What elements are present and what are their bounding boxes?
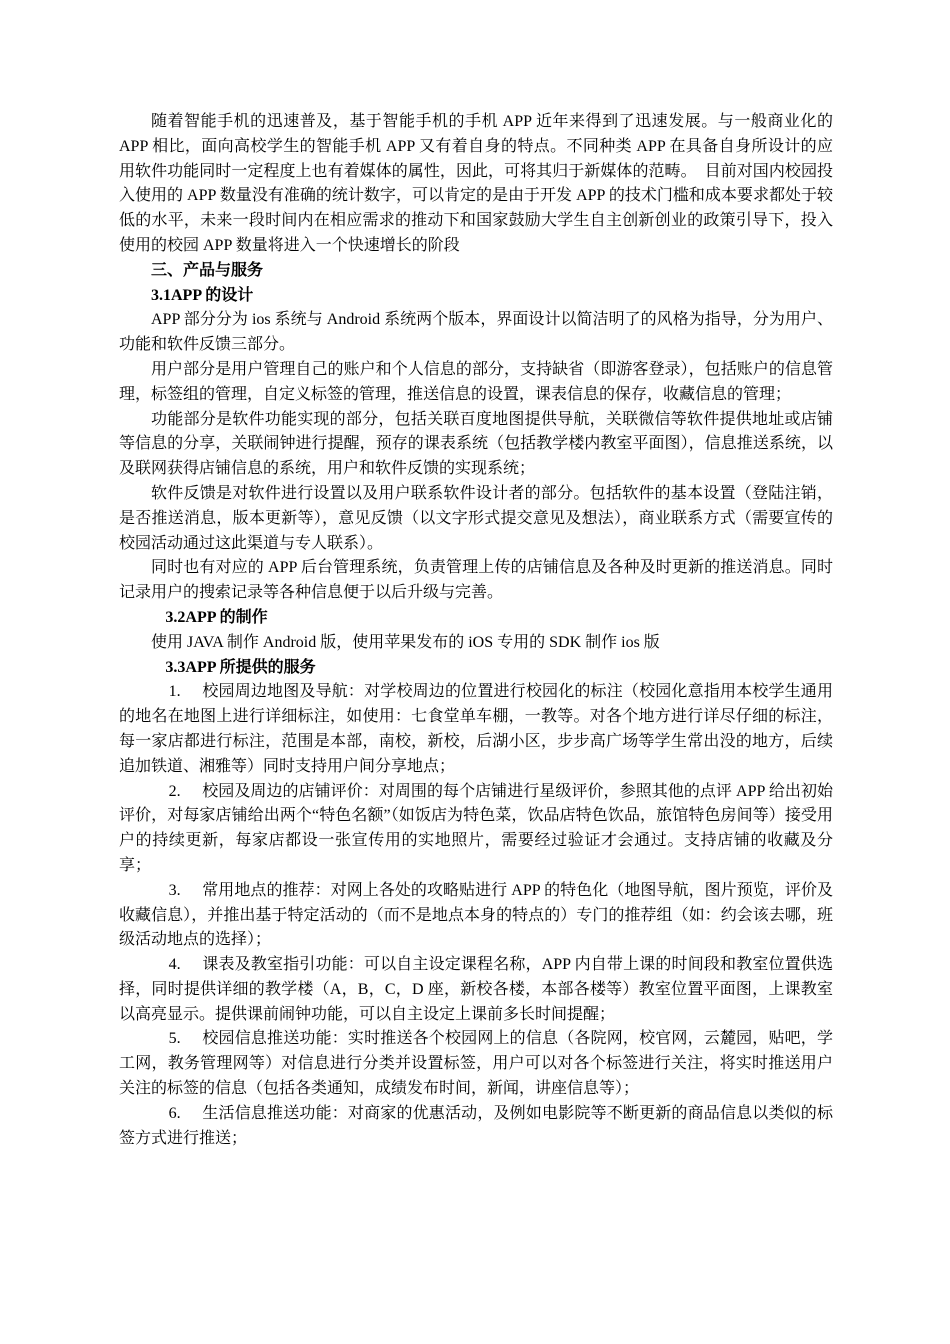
subsection-heading-app-services: 3.3APP 所提供的服务 <box>165 658 316 676</box>
service-list-item <box>119 680 833 779</box>
app-design-paragraph: 软件反馈是对软件进行设置以及用户联系软件设计者的部分。包括软件的基本设置（登陆注销，是否推送消息，版本更新等），意见反馈（以文字形式提交意见及想法），商业联系方式（需要宣传的校园活动通过这此渠道与专人联系）。 <box>119 484 833 552</box>
app-production-paragraph: 使用 JAVA 制作 Android 版，使用苹果发布的 iOS 专用的 SDK 制作 ios 版 <box>151 633 660 651</box>
service-item-text: 课表及教室指引功能：可以自主设定课程名称，APP 内自带上课的时间段和教室位置供选择，同时提供详细的教学楼（A，B，C，D 座，新校各楼，本部各楼等）教室位置平面图，上课教室以高亮显示。提供课前闹钟功能，可以自主设定上课前多长时间提醒； <box>119 956 833 1023</box>
service-item-text: 校园周边地图及导航：对学校周边的位置进行校园化的标注（校园化意指用本校学生通用的地名在地图上进行详细标注，如使用：七食堂单车棚，一教等。对各个地方进行详尽仔细的标注，每一家店都进行标注，范围是本部，南校，新校，后湖小区，步步高广场等学生常出没的地方，后续追加铁道、湘雅等）同时支持用户间分享地点； <box>119 683 833 775</box>
app-design-paragraph: 功能部分是软件功能实现的部分，包括关联百度地图提供导航，关联微信等软件提供地址或店铺等信息的分享，关联闹钟进行提醒，预存的课表系统（包括教学楼内教室平面图），信息推送系统，以及联网获得店铺信息的系统，用户和软件反馈的实现系统； <box>119 410 833 478</box>
service-item-number: 5. <box>168 1030 181 1048</box>
service-list-item <box>119 1102 833 1152</box>
service-item-number: 6. <box>168 1104 181 1122</box>
subsection-heading-app-production: 3.2APP 的制作 <box>165 608 268 626</box>
section-heading-products-services: 三、产品与服务 <box>151 261 264 279</box>
service-item-number: 3. <box>168 881 181 899</box>
app-design-paragraph: 用户部分是用户管理自己的账户和个人信息的部分，支持缺省（即游客登录），包括账户的信息管理，标签组的管理，自定义标签的管理，推送信息的设置，课表信息的保存，收藏信息的管理； <box>119 360 833 403</box>
service-item-text: 校园及周边的店铺评价：对周围的每个店铺进行星级评价，参照其他的点评 APP 给出初始评价，对每家店铺给出两个“特色名额”（如饭店为特色菜，饮品店特色饮品，旅馆特色房间等）接受用户的持续更新，每家店都设一张宣传用的实地照片，需要经过验证才会通过。支持店铺的收藏及分享； <box>119 782 833 874</box>
app-design-paragraph: 同时也有对应的 APP 后台管理系统，负责管理上传的店铺信息及各种及时更新的推送消息。同时记录用户的搜索记录等各种信息便于以后升级与完善。 <box>119 559 833 602</box>
service-item-number: 4. <box>168 956 181 974</box>
intro-paragraph: 随着智能手机的迅速普及，基于智能手机的手机 APP 近年来得到了迅速发展。与一般商业化的 APP 相比，面向高校学生的智能手机 APP 又有着自身的特点。不同种类 APP 在具备自身所设计的应用软件功能同时一定程度上也有着媒体的属性，因此，可将其归于新媒体的范畴。 目前对国内校园投入使用的 APP 数量没有准确的统计数字，可以肯定的是由于开发 APP 的技术门槛和成本要求都处于较低的水平，未来一段时间内在相应需求的推动下和国家鼓励大学生自主创新创业的政策引导下，投入使用的校园 APP 数量将进入一个快速增长的阶段 <box>119 113 833 254</box>
service-item-text: 生活信息推送功能：对商家的优惠活动，及例如电影院等不断更新的商品信息以类似的标签方式进行推送； <box>119 1104 833 1147</box>
app-design-paragraph: APP 部分分为 ios 系统与 Android 系统两个版本，界面设计以简洁明了的风格为指导，分为用户、功能和软件反馈三部分。 <box>119 311 833 354</box>
service-item-text: 校园信息推送功能：实时推送各个校园网上的信息（各院网，校官网，云麓园，贴吧，学工网，教务管理网等）对信息进行分类并设置标签，用户可以对各个标签进行关注，将实时推送用户关注的标签的信息（包括各类通知，成绩发布时间，新闻，讲座信息等）； <box>119 1030 833 1098</box>
service-list-item <box>119 1027 833 1101</box>
service-item-number: 2. <box>168 782 181 800</box>
service-item-text: 常用地点的推荐：对网上各处的攻略贴进行 APP 的特色化（地图导航，图片预览，评价及收藏信息），并推出基于特定活动的（而不是地点本身的特点的）专门的推荐组（如：约会该去哪，班级活动地点的选择）； <box>119 881 833 949</box>
service-list-item <box>119 780 833 879</box>
service-list-item <box>119 953 833 1027</box>
subsection-heading-app-design: 3.1APP 的设计 <box>151 286 254 304</box>
service-list-item <box>119 879 833 953</box>
service-item-number: 1. <box>168 683 181 701</box>
document-body <box>119 110 833 1151</box>
